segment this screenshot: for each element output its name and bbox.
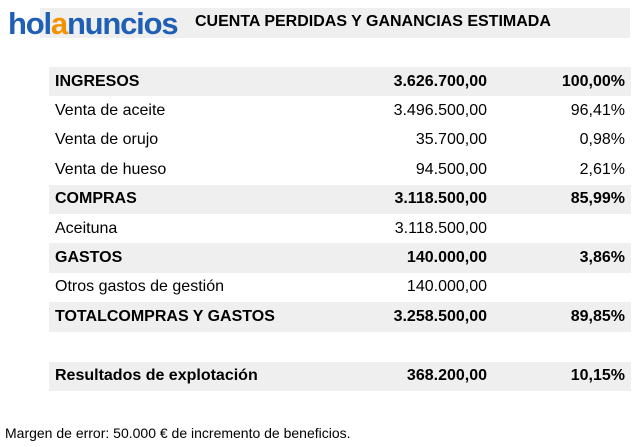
- table-row: [49, 96, 631, 125]
- section-row: [49, 302, 631, 331]
- row-label: COMPRAS: [49, 185, 351, 214]
- row-percent: 85,99%: [493, 185, 631, 214]
- row-percent: 2,61%: [579, 160, 625, 178]
- watermark-logo: holanuncios: [8, 6, 178, 41]
- row-percent: 89,85%: [493, 302, 631, 331]
- section-row: [49, 67, 631, 96]
- row-label: Venta de orujo: [55, 131, 159, 149]
- row-amount: 3.118.500,00: [351, 185, 493, 214]
- page-title: CUENTA PERDIDAS Y GANANCIAS ESTIMADA: [195, 13, 551, 30]
- table-row: [49, 155, 631, 184]
- row-label: Otros gastos de gestión: [55, 278, 224, 296]
- row-label: Resultados de explotación: [49, 362, 351, 391]
- row-amount: 140.000,00: [406, 278, 487, 296]
- row-percent: 96,41%: [570, 102, 625, 120]
- row-amount: 368.200,00: [351, 362, 493, 391]
- row-percent: 100,00%: [493, 67, 631, 96]
- row-amount: 3.258.500,00: [351, 302, 493, 331]
- table-row: [49, 214, 631, 243]
- row-amount: 3.626.700,00: [351, 67, 493, 96]
- row-amount: 94.500,00: [415, 160, 487, 178]
- row-amount: 3.496.500,00: [393, 102, 487, 120]
- row-percent: [493, 214, 631, 243]
- section-row: [49, 243, 631, 272]
- row-percent: 3,86%: [493, 243, 631, 272]
- row-amount: 35.700,00: [415, 131, 487, 149]
- row-label: INGRESOS: [49, 67, 351, 96]
- section-row: [49, 185, 631, 214]
- row-amount: 3.118.500,00: [394, 219, 487, 237]
- row-label: Aceituna: [55, 219, 118, 237]
- table-row: [49, 273, 631, 302]
- result-row: [49, 362, 631, 391]
- row-percent: 10,15%: [493, 362, 631, 391]
- row-percent: [493, 273, 631, 302]
- row-label: Venta de hueso: [55, 160, 167, 178]
- row-amount: 140.000,00: [351, 243, 493, 272]
- row-label: GASTOS: [49, 243, 351, 272]
- row-label: Venta de aceite: [55, 102, 166, 120]
- table-row: [49, 126, 631, 155]
- row-label: TOTALCOMPRAS Y GASTOS: [49, 302, 351, 331]
- spacer-row: [49, 332, 631, 362]
- profit-loss-table: [49, 67, 631, 391]
- footnote: Margen de error: 50.000 € de incremento de beneficios.: [5, 425, 351, 441]
- row-percent: 0,98%: [579, 131, 625, 149]
